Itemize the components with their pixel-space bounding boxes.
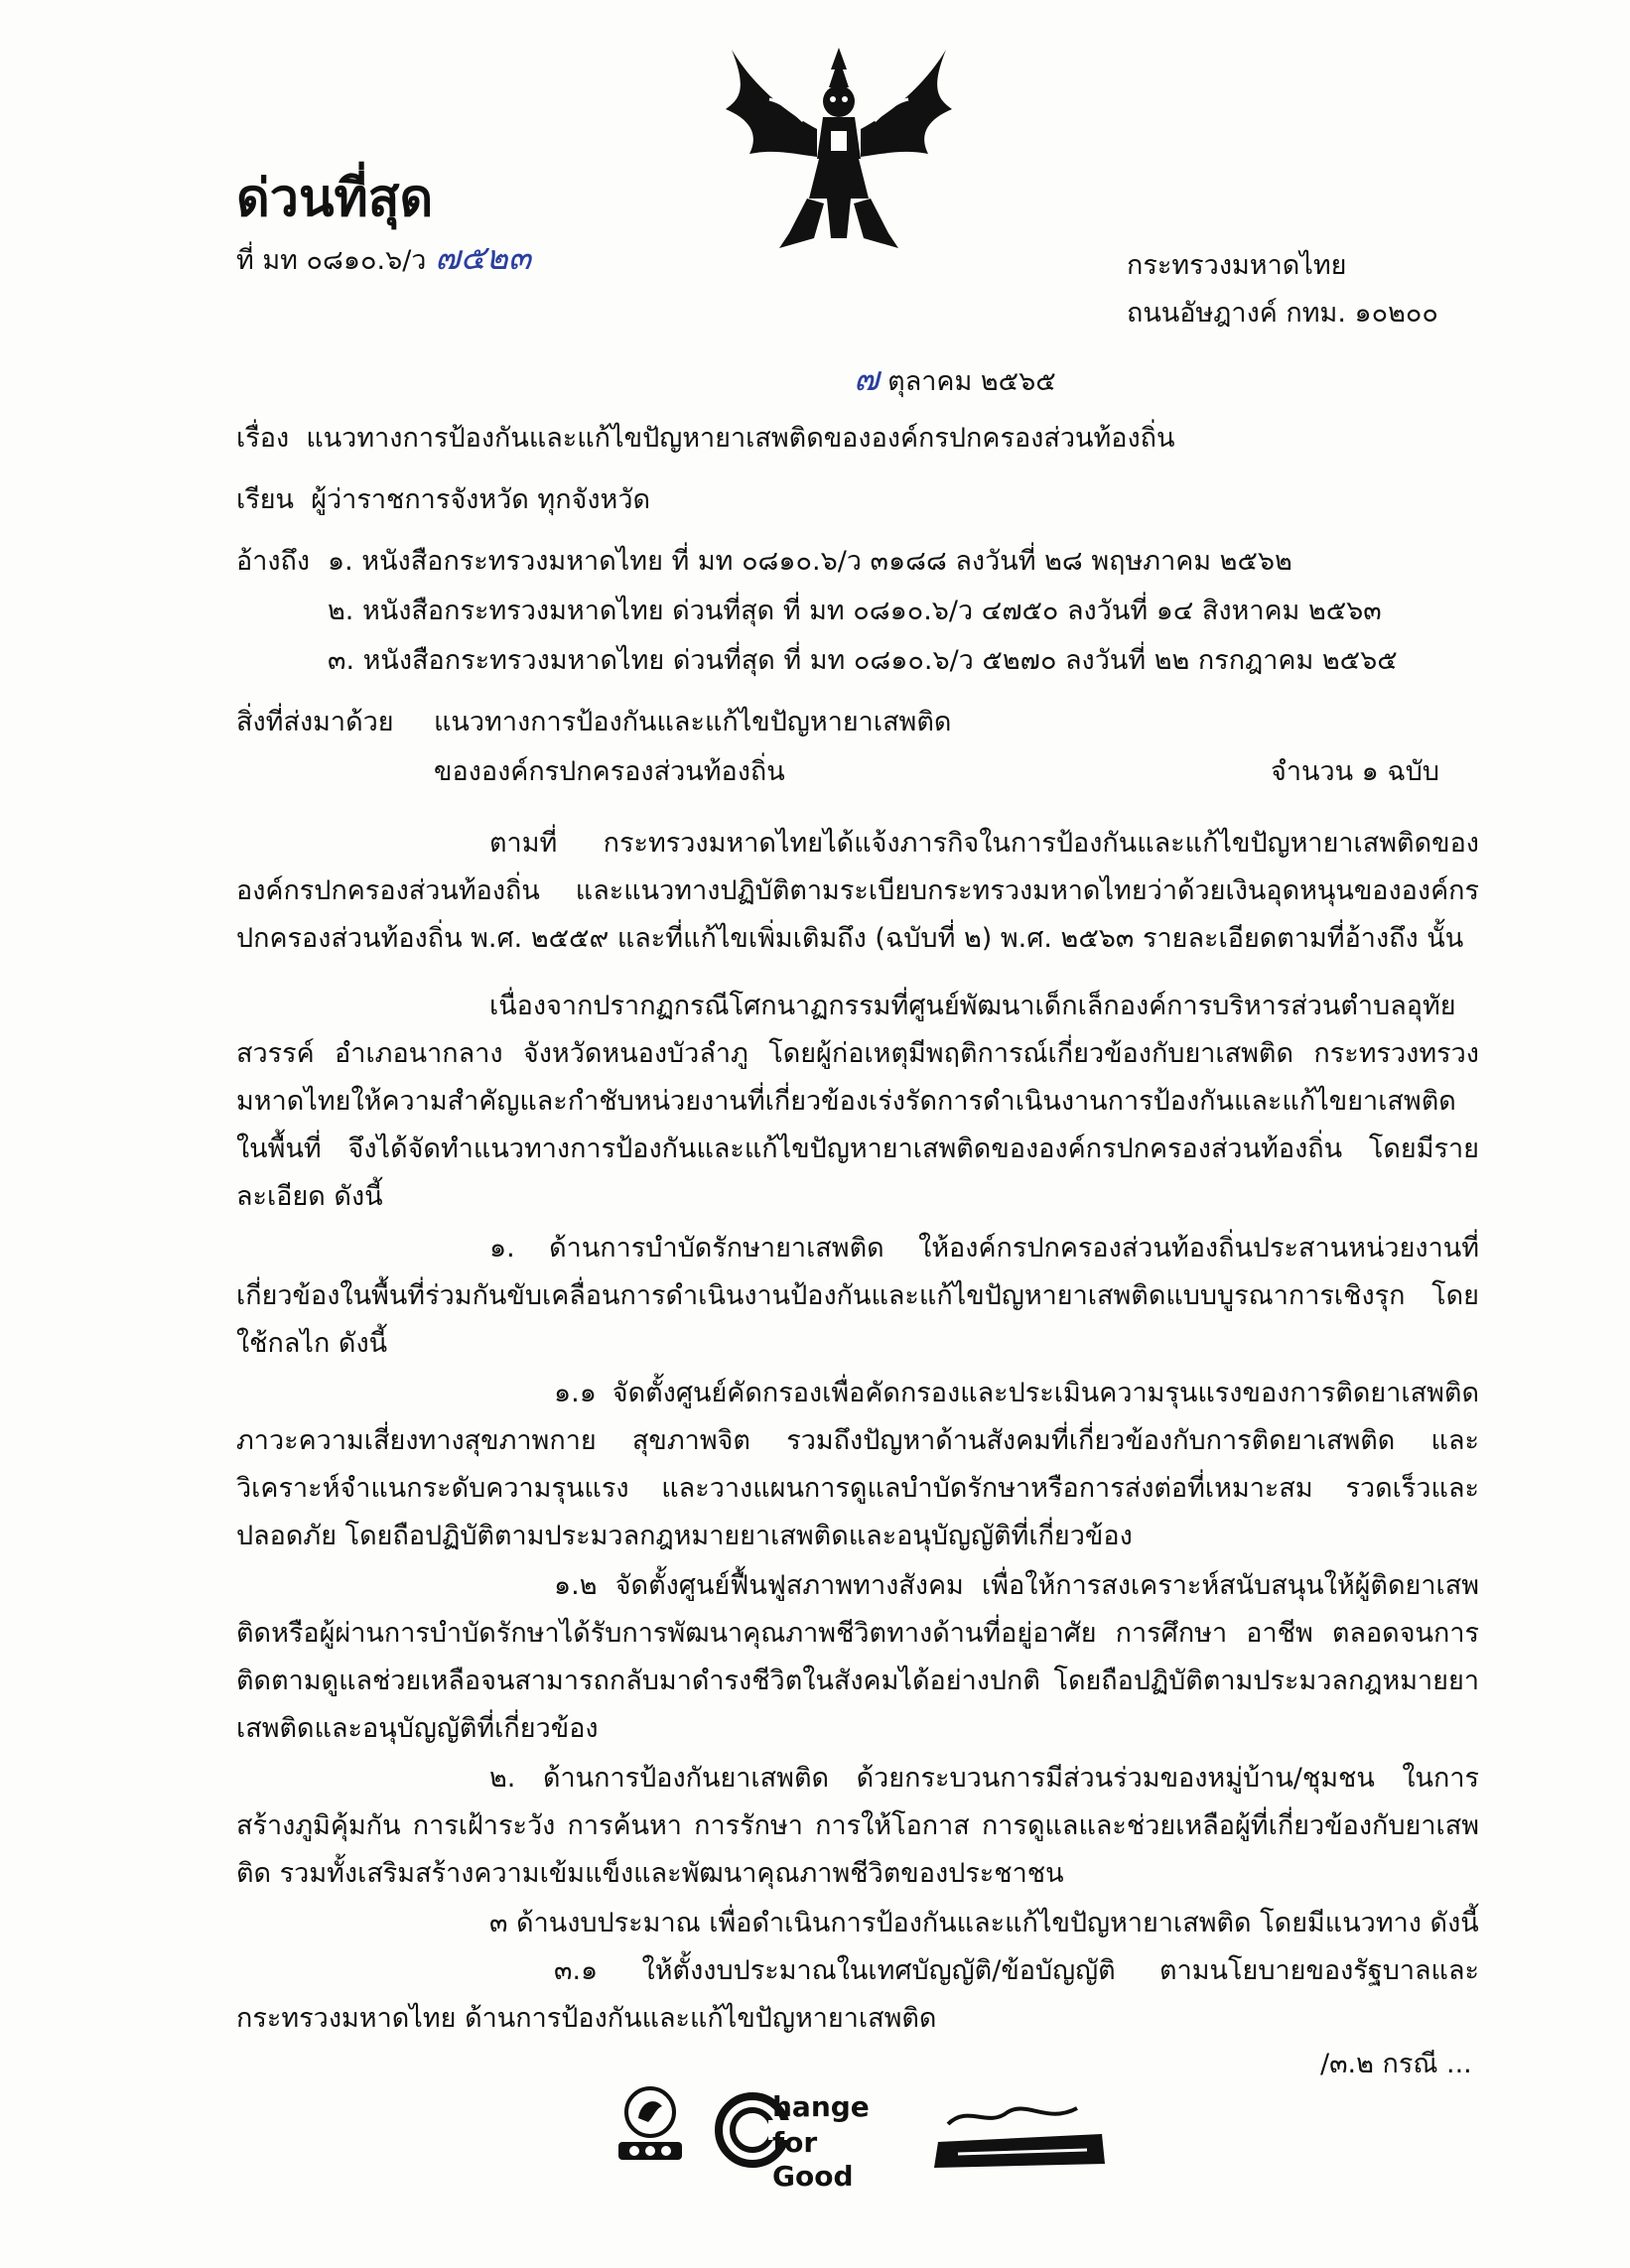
body-paragraph-8: ๓.๑ ให้ตั้งงบประมาณในเทศบัญญัติ/ข้อบัญญัติ ตามนโยบายของรัฐบาลและกระทรวงมหาดไทย ด้านการป้องกันและแก้ไขปัญหายาเสพติด [236,1955,1479,2034]
change-logo-text-1: hange [772,2090,870,2123]
change-logo-text-2: for Good [772,2126,854,2193]
date-month-year: ตุลาคม ๒๕๖๕ [887,366,1056,397]
reference-prefix: ที่ มท ๐๘๑๐.๖/ว [236,245,427,276]
body-paragraph-4: ๑.๑ จัดตั้งศูนย์คัดกรองเพื่อคัดกรองและประเมินความรุนแรงของการติดยาเสพติด ภาวะความเสี่ยงทางสุขภาพกาย สุขภาพจิต รวมถึงปัญหาด้านสังคมที่เกี่ยวข้องกับการติดยาเสพติด และวิเคราะห์จำแนกระดับความรุนแรง และวางแผนการดูแลบำบัดรักษาหรือการส่งต่อที่เหมาะสม รวดเร็วและปลอดภัย โดยถือปฏิบัติตามประมวลกฎหมายยาเสพติดและอนุบัญญัติที่เกี่ยวข้อง [236,1378,1479,1551]
body-paragraph-5: ๑.๒ จัดตั้งศูนย์ฟื้นฟูสภาพทางสังคม เพื่อให้การสงเคราะห์สนับสนุนให้ผู้ติดยาเสพติดหรือผู้ผ่านการบำบัดรักษาได้รับการพัฒนาคุณภาพชีวิตทางด้านที่อยู่อาศัย การศึกษา อาชีพ ตลอดจนการติดตามดูแลช่วยเหลือจนสามารถกลับมาดำรงชีวิตในสังคมได้อย่างปกติ โดยถือปฏิบัติตามประมวลกฎหมายยาเสพติดและอนุบัญญัติที่เกี่ยวข้อง [236,1570,1479,1744]
continued-marker: /๓.๒ กรณี ... [1320,2049,1472,2079]
organization-name: กระทรวงมหาดไทย [1127,250,1347,281]
subject-label: เรื่อง [236,423,290,454]
body-paragraph-3: ๑. ด้านการบำบัดรักษายาเสพติด ให้องค์กรปกครองส่วนท้องถิ่นประสานหน่วยงานที่เกี่ยวข้องในพื้นที่ร่วมกันขับเคลื่อนการดำเนินงานป้องกันและแก้ไขปัญหายาเสพติดแบบบูรณาการเชิงรุก โดยใช้กลไก ดังนี้ [236,1233,1479,1359]
enclosure-count: จำนวน ๑ ฉบับ [1271,756,1440,787]
references-label: อ้างถึง [236,546,311,577]
recipient-label: เรียน [236,484,295,515]
organization-address: ถนนอัษฎางค์ กทม. ๑๐๒๐๐ [1127,298,1438,329]
reference-item-2: ๒. หนังสือกระทรวงมหาดไทย ด่วนที่สุด ที่ มท ๐๘๑๐.๖/ว ๔๗๕๐ ลงวันที่ ๑๔ สิงหาคม ๒๕๖๓ [328,596,1382,626]
subject-line [236,419,1174,459]
reference-item-3: ๓. หนังสือกระทรวงมหาดไทย ด่วนที่สุด ที่ มท ๐๘๑๐.๖/ว ๕๒๗๐ ลงวันที่ ๒๒ กรกฎาคม ๒๕๖๕ [328,645,1398,676]
date-day-handwritten: ๗ [854,359,880,399]
body-paragraph-2: เนื่องจากปรากฏกรณีโศกนาฏกรรมที่ศูนย์พัฒนาเด็กเล็กองค์การบริหารส่วนตำบลอุทัยสวรรค์ อำเภอนากลาง จังหวัดหนองบัวลำภู โดยผู้ก่อเหตุมีพฤติการณ์เกี่ยวข้องกับยาเสพติด กระทรวงทรวงมหาดไทยให้ความสำคัญและกำชับหน่วยงานที่เกี่ยวข้องเร่งรัดการดำเนินงานการป้องกันและแก้ไขยาเสพติดในพื้นที่ จึงได้จัดทำแนวทางการป้องกันและแก้ไขปัญหายาเสพติดขององค์กรปกครองส่วนท้องถิ่น โดยมีรายละเอียด ดังนี้ [236,991,1479,1212]
reference-number [236,238,531,281]
garuda-emblem-icon [720,40,958,253]
campaign-banner-logo-icon [928,2094,1112,2172]
urgency-heading: ด่วนที่สุด [236,168,434,228]
enclosure-line-2: ขององค์กรปกครองส่วนท้องถิ่น [434,756,785,787]
change-for-good-logo [715,2084,903,2193]
reference-handwritten-number: ๗๕๒๓ [435,238,532,278]
anniversary-logo-icon [611,2082,690,2172]
enclosure-line-1: แนวทางการป้องกันและแก้ไขปัญหายาเสพติด [434,707,952,737]
body-paragraph-6: ๒. ด้านการป้องกันยาเสพติด ด้วยกระบวนการมีส่วนร่วมของหมู่บ้าน/ชุมชน ในการสร้างภูมิคุ้มกัน การเฝ้าระวัง การค้นหา การรักษา การให้โอกาส การดูแลและช่วยเหลือผู้ที่เกี่ยวข้องกับยาเสพติด รวมทั้งเสริมสร้างความเข้มแข็งและพัฒนาคุณภาพชีวิตของประชาชน [236,1763,1479,1889]
recipient-text: ผู้ว่าราชการจังหวัด ทุกจังหวัด [311,484,651,515]
enclosure-label: สิ่งที่ส่งมาด้วย [236,707,394,737]
body-paragraph-1: ตามที่ กระทรวงมหาดไทยได้แจ้งภารกิจในการป้องกันและแก้ไขปัญหายาเสพติดขององค์กรปกครองส่วนท้องถิ่น และแนวทางปฏิบัติตามระเบียบกระทรวงมหาดไทยว่าด้วยเงินอุดหนุนขององค์กรปกครองส่วนท้องถิ่น พ.ศ. ๒๕๕๙ และที่แก้ไขเพิ่มเติมถึง (ฉบับที่ ๒) พ.ศ. ๒๕๖๓ รายละเอียดตามที่อ้างถึง นั้น [236,828,1479,954]
reference-item-1: ๑. หนังสือกระทรวงมหาดไทย ที่ มท ๐๘๑๐.๖/ว ๓๑๘๘ ลงวันที่ ๒๘ พฤษภาคม ๒๕๖๒ [328,546,1292,577]
recipient-line [236,480,650,520]
subject-text: แนวทางการป้องกันและแก้ไขปัญหายาเสพติดขององค์กรปกครองส่วนท้องถิ่น [306,423,1175,454]
body-paragraph-7: ๓ ด้านงบประมาณ เพื่อดำเนินการป้องกันและแก้ไขปัญหายาเสพติด โดยมีแนวทาง ดังนี้ [489,1908,1479,1938]
document-date [854,359,1056,402]
